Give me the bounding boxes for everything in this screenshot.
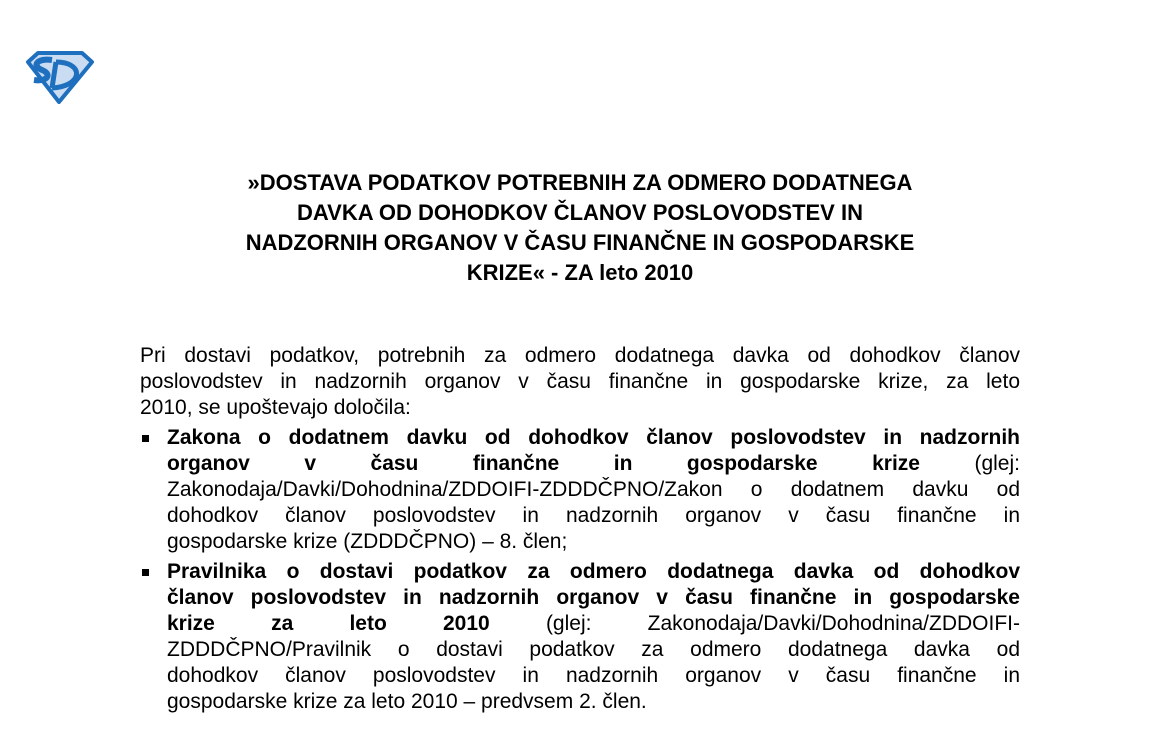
bullet-line: Pravilnika o dostavi podatkov za odmero dodatnega davka od dohodkov (167, 560, 1020, 583)
regular-text: (glej: (919, 452, 1020, 475)
bullet-line (167, 451, 1020, 477)
intro-line: 2010, se upoštevajo določila: (140, 396, 411, 419)
title-line: DAVKA OD DOHODKOV ČLANOV POSLOVODSTEV IN (297, 200, 863, 225)
title-line: NADZORNIH ORGANOV V ČASU FINANČNE IN GOSPODARSKE (245, 230, 915, 255)
bullet-line: gospodarske krize za leto 2010 – predvsem 2. člen. (167, 690, 647, 713)
bullet-line: gospodarske krize (ZDDDČPNO) – 8. člen; (167, 530, 568, 553)
intro-line: Pri dostavi podatkov, potrebnih za odmero dodatnega davka od dohodkov članov (140, 344, 1020, 367)
document-body (140, 343, 1020, 715)
bold-text: krize za leto 2010 (167, 612, 490, 635)
logo (22, 50, 96, 104)
bullet-line: Zakonodaja/Davki/Dohodnina/ZDDOIFI-ZDDDČPNO/Zakon o dodatnem davku od (167, 478, 1020, 501)
bullet-line: članov poslovodstev in nadzornih organov v času finančne in gospodarske (167, 586, 1020, 609)
bullet-line: Zakona o dodatnem davku od dohodkov članov poslovodstev in nadzornih (167, 426, 1020, 449)
bullet-square-icon (142, 569, 149, 576)
bullet-square-icon (142, 435, 149, 442)
regular-text: (glej: Zakonodaja/Davki/Dohodnina/ZDDOIFI- (489, 612, 1020, 635)
intro-line: poslovodstev in nadzornih organov v času finančne in gospodarske krize, za leto (140, 370, 1020, 393)
bullet-line: dohodkov članov poslovodstev in nadzornih organov v času finančne in (167, 664, 1020, 687)
bullet-line: dohodkov članov poslovodstev in nadzornih organov v času finančne in (167, 504, 1020, 527)
title-line: »DOSTAVA PODATKOV POTREBNIH ZA ODMERO DODATNEGA (247, 170, 913, 195)
bullet-line (167, 611, 1020, 637)
bullet-item-zakon (140, 425, 1020, 555)
title-line: KRIZE« - ZA leto 2010 (466, 260, 694, 285)
bullet-item-pravilnik (140, 559, 1020, 715)
bold-text: organov v času finančne in gospodarske krize (167, 452, 920, 475)
bullet-line: ZDDDČPNO/Pravilnik o dostavi podatkov za odmero dodatnega davka od (167, 638, 1020, 661)
document-title (130, 168, 1030, 288)
